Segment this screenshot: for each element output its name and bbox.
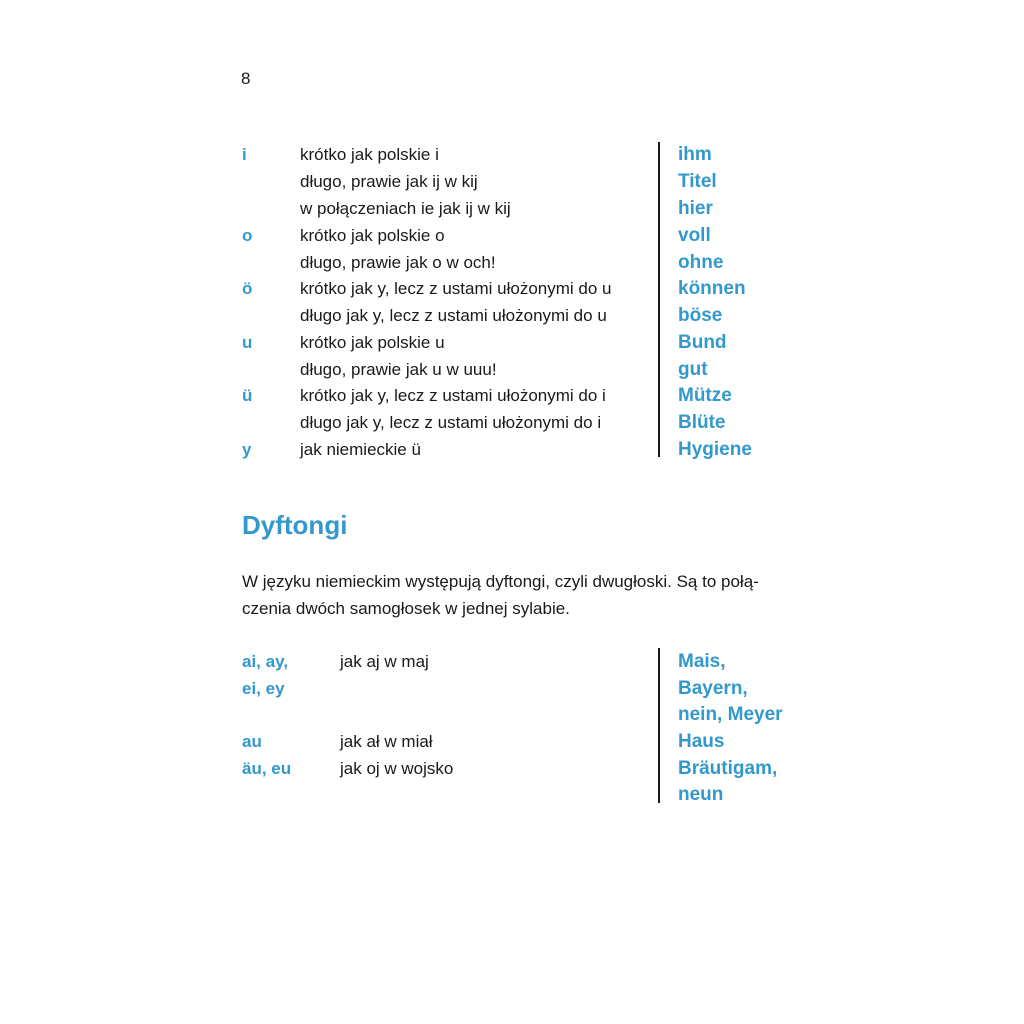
table-row xyxy=(0,252,1024,279)
table-row xyxy=(0,678,1024,705)
table-row xyxy=(0,412,1024,439)
diphthong-example: neun xyxy=(678,784,724,805)
section-intro xyxy=(242,568,802,622)
diphthong-letters: äu, eu xyxy=(242,759,292,778)
table-row xyxy=(0,758,1024,785)
diphthong-letters: ai, ay, xyxy=(242,652,288,671)
table-row xyxy=(0,198,1024,225)
diphthong-example: Haus xyxy=(678,731,725,752)
diphthong-example: Bräutigam, xyxy=(678,758,778,779)
diphthong-letters: au xyxy=(242,732,262,751)
table-row xyxy=(0,332,1024,359)
vowel-letter: o xyxy=(242,226,253,245)
vowel-example: können xyxy=(678,278,746,299)
vowel-example: Bund xyxy=(678,332,727,353)
table-row xyxy=(0,144,1024,171)
vowel-description: krótko jak y, lecz z ustami ułożonymi do i xyxy=(300,386,606,405)
table-row xyxy=(0,171,1024,198)
table-row xyxy=(0,704,1024,731)
vowel-example: voll xyxy=(678,225,711,246)
table-row xyxy=(0,305,1024,332)
table-row xyxy=(0,278,1024,305)
intro-line: czenia dwóch samogłosek w jednej sylabie. xyxy=(242,599,570,618)
vowel-description: krótko jak y, lecz z ustami ułożonymi do u xyxy=(300,279,612,298)
vowel-description: długo, prawie jak o w och! xyxy=(300,253,496,272)
vowel-description: długo jak y, lecz z ustami ułożonymi do u xyxy=(300,306,607,325)
page-number: 8 xyxy=(241,69,251,88)
vowel-example: gut xyxy=(678,359,708,380)
vowel-description: w połączeniach ie jak ij w kij xyxy=(300,199,511,218)
table-row xyxy=(0,385,1024,412)
table-row xyxy=(0,651,1024,678)
table-row xyxy=(0,439,1024,466)
diphthong-description: jak oj w wojsko xyxy=(340,759,454,778)
vowel-example: Blüte xyxy=(678,412,726,433)
vowel-example: böse xyxy=(678,305,723,326)
table-row xyxy=(0,784,1024,811)
table-row xyxy=(0,359,1024,386)
vowel-letter: y xyxy=(242,440,252,459)
table-row xyxy=(0,225,1024,252)
diphthong-example: Bayern, xyxy=(678,678,748,699)
vowel-example: Hygiene xyxy=(678,439,752,460)
vowel-description: krótko jak polskie i xyxy=(300,145,439,164)
vowel-description: krótko jak polskie o xyxy=(300,226,445,245)
section-title: Dyftongi xyxy=(242,510,348,540)
vowel-letter: u xyxy=(242,333,253,352)
diphthong-description: jak ał w miał xyxy=(340,732,433,751)
vowel-description: długo jak y, lecz z ustami ułożonymi do i xyxy=(300,413,602,432)
vowel-example: Mütze xyxy=(678,385,732,406)
vowel-letter: ö xyxy=(242,279,253,298)
table-row xyxy=(0,731,1024,758)
vowel-description: długo, prawie jak ij w kij xyxy=(300,172,478,191)
vowel-letter: ü xyxy=(242,386,253,405)
vowel-letter: i xyxy=(242,145,247,164)
diphthong-description: jak aj w maj xyxy=(340,652,429,671)
vowel-description: krótko jak polskie u xyxy=(300,333,445,352)
diphthong-example: nein, Meyer xyxy=(678,704,783,725)
vowel-example: hier xyxy=(678,198,713,219)
diphthong-letters: ei, ey xyxy=(242,679,285,698)
vowel-example: ihm xyxy=(678,144,712,165)
diphthong-example: Mais, xyxy=(678,651,726,672)
vowel-description: jak niemieckie ü xyxy=(300,440,421,459)
vowel-example: Titel xyxy=(678,171,717,192)
vowel-description: długo, prawie jak u w uuu! xyxy=(300,360,497,379)
intro-line: W języku niemieckim występują dyftongi, czyli dwugłoski. Są to połą- xyxy=(242,572,759,591)
vowel-example: ohne xyxy=(678,252,724,273)
